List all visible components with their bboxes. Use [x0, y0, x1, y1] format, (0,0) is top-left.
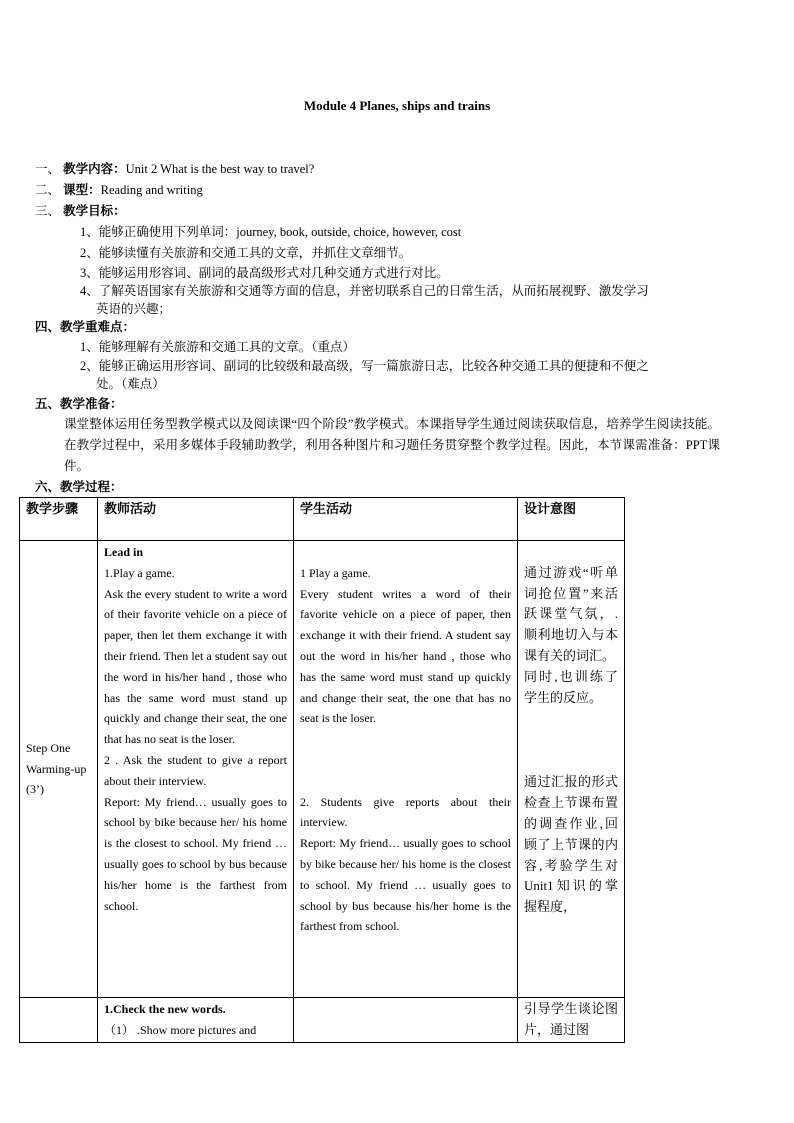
header-teacher: 教师活动	[98, 498, 294, 541]
activity-heading: （1） .Show more pictures and	[104, 1022, 257, 1037]
table-row	[20, 541, 625, 998]
section-number: 一、	[35, 162, 61, 176]
section-label: 六、教学过程：	[35, 480, 123, 494]
activity-title: 1.Check the new words.	[104, 1002, 226, 1016]
student-activity-cell	[294, 998, 518, 1043]
goal-item: 1、能够正确使用下列单词：journey, book, outside, choice, however, cost	[80, 225, 462, 239]
section-process	[35, 477, 123, 497]
section-label: 五、教学准备：	[35, 397, 123, 411]
section-goals	[35, 201, 126, 221]
header-purpose: 设计意图	[518, 498, 625, 541]
section-number: 二、	[35, 183, 61, 197]
key-point-item: 2、能够正确运用形容词、副词的比较级和最高级，写一篇旅游日志，比较各种交通工具的便捷和不便之	[80, 359, 649, 373]
purpose-text: 同时,也训练了学生的反应。	[524, 668, 618, 705]
section-label: 四、教学重难点：	[35, 320, 136, 334]
section-text: Reading and writing	[100, 183, 203, 197]
activity-heading: 1 Play a game.	[300, 565, 371, 580]
goal-item: 4、了解英语国家有关旅游和交通等方面的信息，并密切联系自己的日常生活，从而拓展视野、激发学习	[80, 284, 649, 298]
activity-text: Every student writes a word of their favorite vehicle on a piece of paper, then exchange it with their friend. A student say out the word in his/her hand , those who has the same word must stand up quickly and change their seat, the one that has no seat is the loser.	[300, 586, 511, 726]
activity-heading: 2 . Ask the student to give a report about their interview.	[104, 752, 287, 788]
step-cell	[20, 998, 98, 1043]
purpose-cell	[518, 541, 625, 998]
header-step: 教学步骤	[20, 498, 98, 541]
section-number: 三、	[35, 204, 61, 218]
section-key-points	[35, 317, 135, 337]
key-point-item-continued: 处。（难点）	[96, 377, 165, 391]
key-point-item: 1、能够理解有关旅游和交通工具的文章。（重点）	[80, 340, 356, 354]
page-title: Module 4 Planes, ships and trains	[303, 98, 491, 113]
activity-text: Report: My friend… usually goes to school by bike because her/ his home is the closest to school. My friend … usually goes to school by bus because his/her home is the farthest from school.	[300, 836, 511, 934]
teacher-activity-cell	[98, 541, 294, 998]
preparation-paragraph: 课堂整体运用任务型教学模式以及阅读课“四个阶段”教学模式。本课指导学生通过阅读获取信息，培养学生阅读技能。在教学过程中，采用多媒体手段辅助教学，利用各种图片和习题任务贯穿整个教学过程。因此，本节课需准备：PPT课件。	[64, 417, 720, 473]
header-student: 学生活动	[294, 498, 518, 541]
purpose-text: 通过汇报的形式检查上节课布置的调查作业,回顾了上节课的内容,考验学生对Unit1知识的掌握程度，	[524, 774, 618, 915]
section-label: 课型：	[63, 183, 101, 197]
purpose-cell: 引导学生谈论图片，通过图	[518, 998, 625, 1043]
goal-item: 2、能够读懂有关旅游和交通工具的文章，并抓住文章细节。	[80, 246, 412, 260]
step-label: Step One Warming-up (3’)	[26, 740, 87, 797]
section-content	[35, 159, 314, 179]
goal-item-continued: 英语的兴趣；	[96, 302, 172, 316]
section-text: Unit 2 What is the best way to travel?	[125, 162, 315, 176]
goal-item: 3、能够运用形容词、副词的最高级形式对几种交通方式进行对比。	[80, 266, 449, 280]
section-label: 教学目标：	[63, 204, 126, 218]
section-label: 教学内容：	[63, 162, 126, 176]
section-preparation	[35, 394, 123, 414]
activity-text: Report: My friend… usually goes to school by bike because her/ his home is the closest to school. My friend … usually goes to school by bus because his/her home is the farthest from school.	[104, 794, 287, 913]
purpose-text: 通过游戏“听单词抢位置”来活跃课堂气氛，. 顺利地切入与本课有关的词汇。	[524, 564, 618, 663]
table-row	[20, 998, 625, 1043]
activity-heading: 2. Students give reports about their interview.	[300, 794, 511, 830]
table-header-row	[20, 498, 625, 541]
activity-text: Ask the every student to write a word of their favorite vehicle on a piece of paper, then let them exchange it with their friend. Then let a student say out the word in his/her hand , those who has the same word must stand up quickly and change their seat, the one that has no seat is the loser.	[104, 586, 287, 747]
process-table	[19, 497, 625, 1043]
teacher-activity-cell	[98, 998, 294, 1043]
student-activity-cell	[294, 541, 518, 998]
activity-heading: 1.Play a game.	[104, 565, 175, 580]
section-type	[35, 180, 203, 200]
step-cell	[20, 541, 98, 998]
lead-in-title: Lead in	[104, 545, 144, 559]
